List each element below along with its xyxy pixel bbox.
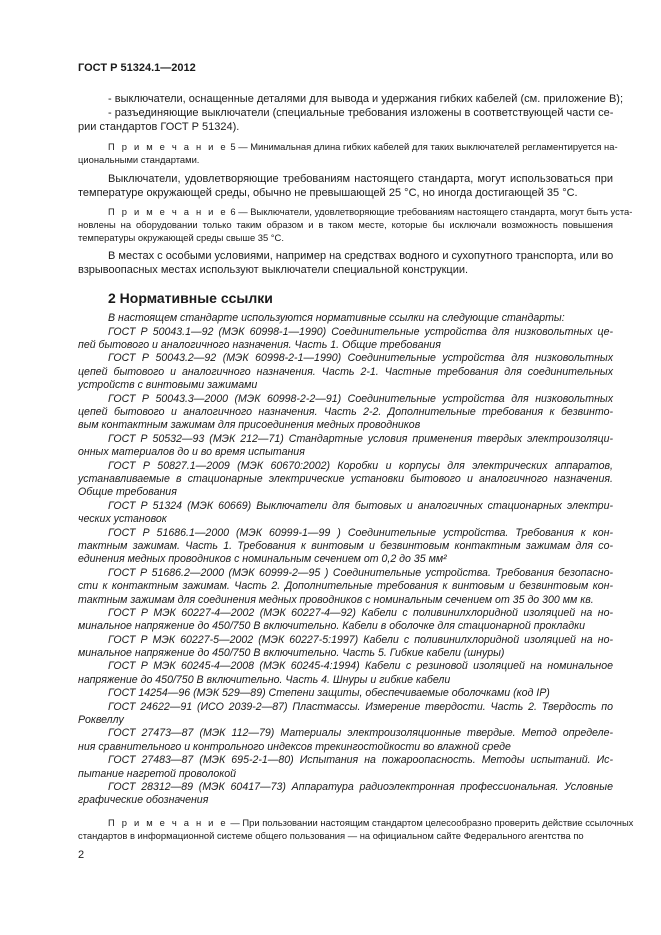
text-line: ГОСТ Р 51324 (МЭК 60669) Выключатели для бытовых и аналогичных стационарных электри- xyxy=(108,499,613,512)
paragraph xyxy=(78,106,613,134)
text-line: ческих установок xyxy=(78,513,167,526)
reference-item xyxy=(78,687,613,700)
reference-item xyxy=(78,527,613,567)
text-line: ГОСТ 28312—89 (МЭК 60417—73) Аппаратура радиоэлектронная профессиональная. Условные xyxy=(108,780,613,793)
references-intro xyxy=(78,312,613,325)
reference-item xyxy=(78,326,613,353)
text-line: В местах с особыми условиями, например на средствах водного и сухопутного транспорта, или во xyxy=(108,249,614,262)
text-line: цепей бытового и аналогичного назначения. Часть 2-2. Дополнительные требования к безвинто- xyxy=(78,406,613,419)
note-label: П р и м е ч а н и е xyxy=(108,205,228,217)
text-line: ГОСТ 27483—87 (МЭК 695-2-1—80) Испытания на пожароопасность. Методы испытаний. Ис- xyxy=(108,754,613,767)
text-line: сти к контактным зажимам. Часть 2. Дополнительные требования к винтовым и безвинтовым кон- xyxy=(78,580,613,593)
intro-text xyxy=(78,92,633,277)
page-number: 2 xyxy=(78,848,85,861)
text-line: Общие требования xyxy=(78,486,177,499)
reference-item xyxy=(78,460,613,500)
text-line: - разъединяющие выключатели (специальные требования изложены в соответствующей части се- xyxy=(108,107,614,120)
text-line: единения медных проводников с номинальным сечением от 0,2 до 35 мм² xyxy=(78,553,447,566)
text-line: графические обозначения xyxy=(78,794,209,807)
text-line: новлены на оборудовании только таким образом и в таком месте, которые бы исключали возможность повышения xyxy=(78,218,613,230)
reference-item xyxy=(78,352,613,392)
text-line xyxy=(78,205,633,218)
text-line: ГОСТ Р МЭК 60227-5—2002 (МЭК 60227-5:1997) Кабели с поливинилхлоридной изоляцией на но- xyxy=(108,633,613,646)
note-label: П р и м е ч а н и е xyxy=(108,140,228,152)
text-line: ния сравнительного и контрольного индексов трекингостойкости во влажной среде xyxy=(78,740,511,753)
reference-item xyxy=(78,781,613,808)
text-line: Роквеллу xyxy=(78,714,124,727)
section-title: 2 Нормативные ссылки xyxy=(108,290,273,307)
text-line: устройств с винтовыми зажимами xyxy=(78,379,258,392)
text-line: тактным зажимам. Часть 1. Требования к винтовым и безвинтовым контактным зажимам для со- xyxy=(78,539,613,552)
paragraph xyxy=(78,92,624,106)
paragraph xyxy=(78,172,613,200)
text-line: цепей бытового и аналогичного назначения. Часть 2-1. Частные требования для соединительных xyxy=(78,365,613,378)
text-line: ГОСТ Р 50827.1—2009 (МЭК 60670:2002) Коробки и корпусы для электрических аппаратов, xyxy=(108,459,613,472)
text-line: ГОСТ 14254—96 (МЭК 529—89) Степени защиты, обеспечиваемые оболочками (код IP) xyxy=(108,687,550,700)
note-label: П р и м е ч а н и е xyxy=(108,816,228,828)
reference-item xyxy=(78,500,613,527)
note-text: 5 — Минимальная длина гибких кабелей для таких выключателей регламентируется на- xyxy=(227,140,618,152)
reference-item xyxy=(78,660,613,687)
text-line: рии стандартов ГОСТ Р 51324). xyxy=(78,121,240,134)
reference-item xyxy=(78,727,613,754)
text-line: вым контактным зажимам для присоединения медных проводников xyxy=(78,419,421,432)
text-line: ГОСТ Р 51686.2—2000 (МЭК 60999-2—95 ) Соединительные устройства. Требования безопасно- xyxy=(108,566,613,579)
text-line: ГОСТ Р 50043.1—92 (МЭК 60998-1—1990) Соединительные устройства для низковольтных це- xyxy=(108,325,613,338)
note-paragraph xyxy=(78,140,618,166)
reference-item xyxy=(78,607,613,634)
text-line: устанавливаемые в стационарные электрические установки бытового и аналогичного назначения. xyxy=(78,473,613,485)
document-header: ГОСТ Р 51324.1—2012 xyxy=(78,62,196,74)
text-line: температуре окружающей среды, обычно не превышающей 25 °С, но иногда достигающей 35 °С. xyxy=(78,186,578,199)
text-line: В настоящем стандарте используются нормативные ссылки на следующие стандарты: xyxy=(108,312,565,325)
text-line: тактным зажимам для соединения медных проводников с номинальным сечением от 35 до 300 мм кв. xyxy=(78,593,594,606)
reference-item xyxy=(78,634,613,661)
text-line: пытание нагретой проволокой xyxy=(78,767,237,780)
text-line: минальное напряжение до 450/750 В включительно. Часть 5. Гибкие кабели (шнуры) xyxy=(78,647,505,660)
reference-item xyxy=(78,754,613,781)
text-line: - выключатели, оснащенные деталями для вывода и удержания гибких кабелей (см. приложение В); xyxy=(108,93,624,105)
reference-item xyxy=(78,701,613,728)
text-line: ГОСТ Р МЭК 60227-4—2002 (МЭК 60227-4—92) Кабели с поливинилхлоридной изоляцией на но- xyxy=(108,606,613,619)
text-line: ГОСТ 24622—91 (ИСО 2039-2—87) Пластмассы. Измерение твердости. Часть 2. Твердость по xyxy=(108,700,613,713)
text-line: температуры окружающей среды свыше 35 °С. xyxy=(78,231,284,243)
text-line: взрывоопасных местах используют выключатели специальной конструкции. xyxy=(78,264,469,277)
reference-item xyxy=(78,393,613,433)
text-line: ГОСТ Р 50043.2—92 (МЭК 60998-2-1—1990) Соединительные устройства для низковольтных xyxy=(108,352,613,365)
reference-item xyxy=(78,433,613,460)
text-line: Выключатели, удовлетворяющие требованиям настоящего стандарта, могут использоваться при xyxy=(108,172,613,185)
text-line: циональными стандартами. xyxy=(78,153,200,165)
text-line: ГОСТ 27473—87 (МЭК 112—79) Материалы электроизоляционные твердые. Метод определе- xyxy=(108,727,613,740)
references-list xyxy=(78,312,613,807)
text-line: пей бытового и аналогичного назначения. Часть 1. Общие требования xyxy=(78,339,441,352)
text-line: ГОСТ Р 50532—93 (МЭК 212—71) Стандартные условия применения твердых электроизоляци- xyxy=(108,432,613,445)
paragraph xyxy=(78,249,613,277)
text-line xyxy=(78,816,634,829)
page-body xyxy=(78,92,634,862)
text-line xyxy=(78,140,618,153)
text-line: ГОСТ Р 50043.3—2000 (МЭК 60998-2-2—91) Соединительные устройства для низковольтных xyxy=(108,392,613,405)
text-line: ГОСТ Р 51686.1—2000 (МЭК 60999-1—99 ) Соединительные устройства. Требования к кон- xyxy=(108,526,613,539)
note-paragraph xyxy=(78,205,633,244)
text-line: напряжение до 450/750 В включительно. Часть 4. Шнуры и гибкие кабели xyxy=(78,673,451,686)
note-text: 6 — Выключатели, удовлетворяющие требованиям настоящего стандарта, могут быть уста- xyxy=(227,205,633,217)
text-line: ГОСТ Р МЭК 60245-4—2008 (МЭК 60245-4:1994) Кабели с резиновой изоляцией на номинальное xyxy=(108,660,613,673)
reference-item xyxy=(78,567,613,607)
note-text: — При пользовании настоящим стандартом целесообразно проверить действие ссылочных xyxy=(227,816,634,828)
final-note xyxy=(78,816,634,842)
text-line: онных материалов до и во время испытания xyxy=(78,446,305,459)
text-line: минальное напряжение до 450/750 В включительно. Кабели в оболочке для стационарной прокладки xyxy=(78,620,585,633)
text-line: стандартов в информационной системе общего пользования — на официальном сайте Федерального агентства по xyxy=(78,829,584,841)
